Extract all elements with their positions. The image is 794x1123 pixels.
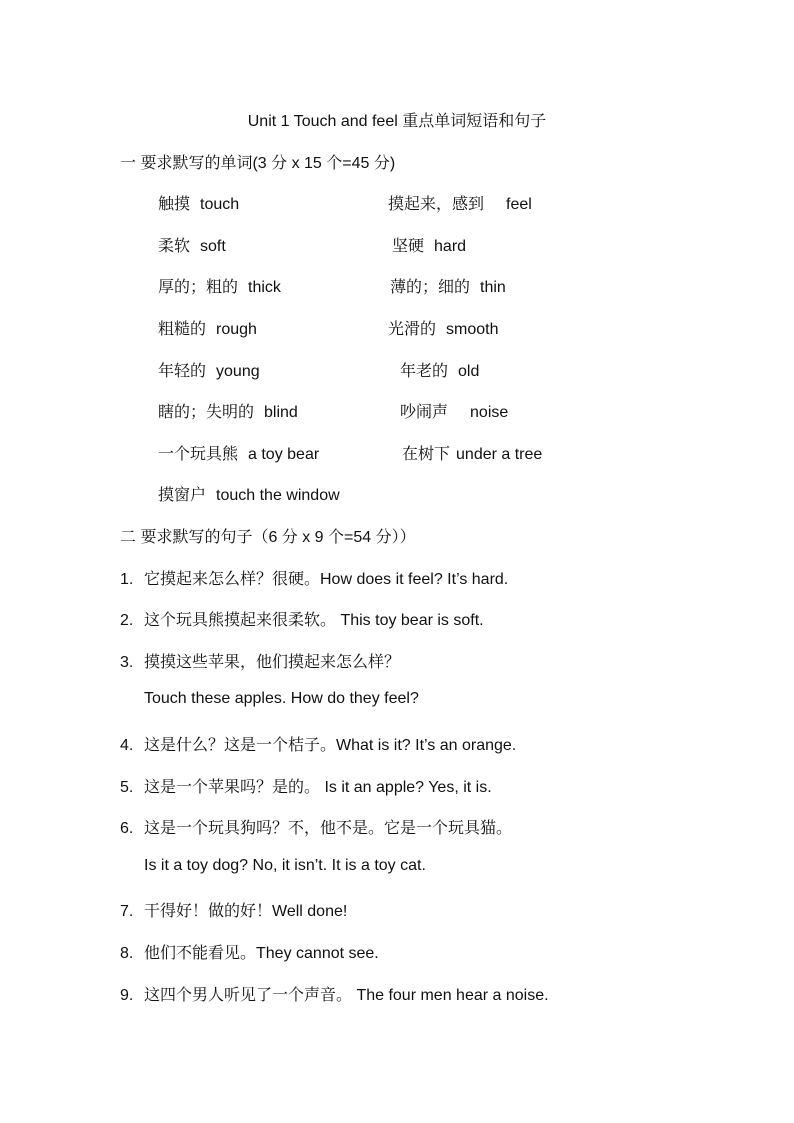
sentence-continuation: Is it a toy dog? No, it isn’t. It is a toy cat.: [144, 857, 426, 874]
sentence-number: 5.: [120, 779, 134, 796]
sentence-number: 6.: [120, 820, 134, 837]
vocab-en: hard: [434, 238, 467, 255]
vocab-left: [158, 482, 340, 505]
vocab-left: [158, 233, 226, 256]
vocab-en: touch: [200, 196, 240, 213]
vocab-cn: 摸起来，感到: [388, 196, 485, 213]
page-title: Unit 1 Touch and feel 重点单词短语和句子: [247, 113, 547, 130]
sentence-text: 这个玩具熊摸起来很柔软。 This toy bear is soft.: [144, 612, 484, 629]
vocab-en: soft: [200, 238, 226, 255]
vocab-cn: 粗糙的: [158, 321, 207, 338]
vocab-row: [0, 316, 794, 338]
vocab-row: [0, 482, 794, 504]
vocab-cn: 柔软: [158, 238, 191, 255]
vocab-cn: 在树下: [402, 446, 451, 463]
vocab-row: [0, 358, 794, 380]
sentence-text: 这是什么？这是一个桔子。What is it? It’s an orange.: [144, 737, 517, 754]
vocab-en: under a tree: [456, 446, 543, 463]
vocab-cn: 厚的；粗的: [158, 279, 239, 296]
vocab-en: old: [458, 363, 480, 380]
section-1-heading: 一 要求默写的单词(3 分 x 15 个=45 分): [120, 155, 396, 172]
vocab-en: touch the window: [216, 487, 340, 504]
vocab-right: [388, 316, 498, 339]
vocab-cn: 一个玩具熊: [158, 446, 239, 463]
vocab-right: [390, 274, 506, 297]
vocab-left: [158, 399, 298, 422]
vocab-row: [0, 233, 794, 255]
vocab-cn: 年老的: [400, 363, 449, 380]
vocab-row: [0, 191, 794, 213]
vocab-cn: 坚硬: [392, 238, 425, 255]
vocab-cn: 薄的；细的: [390, 279, 471, 296]
vocab-row: [0, 274, 794, 296]
sentence-item: [120, 607, 484, 630]
sentence-item: [120, 815, 512, 838]
sentence-number: 2.: [120, 612, 134, 629]
vocab-en: thick: [248, 279, 281, 296]
vocab-right: [400, 358, 479, 381]
sentence-continuation: Touch these apples. How do they feel?: [144, 690, 419, 707]
vocab-left: [158, 358, 260, 381]
sentence-text: 这是一个苹果吗？是的。 Is it an apple? Yes, it is.: [144, 779, 492, 796]
sentence-text: 这是一个玩具狗吗？不，他不是。它是一个玩具猫。: [144, 820, 513, 837]
vocab-cn: 瞎的；失明的: [158, 404, 255, 421]
vocab-en: feel: [506, 196, 532, 213]
vocab-en: young: [216, 363, 260, 380]
vocab-en: blind: [264, 404, 298, 421]
sentence-text: 他们不能看见。They cannot see.: [144, 945, 379, 962]
vocab-cn: 摸窗户: [158, 487, 207, 504]
sentence-item: [120, 940, 379, 963]
vocab-cn: 年轻的: [158, 363, 207, 380]
sentence-text: 摸摸这些苹果，他们摸起来怎么样？: [144, 654, 401, 671]
vocab-cn: 吵闹声: [400, 404, 449, 421]
sentence-item: [120, 774, 492, 797]
sentence-number: 9.: [120, 987, 134, 1004]
sentence-number: 4.: [120, 737, 134, 754]
vocab-right: [400, 399, 508, 422]
vocab-cn: 触摸: [158, 196, 191, 213]
sentence-text: 它摸起来怎么样？很硬。How does it feel? It’s hard.: [144, 571, 509, 588]
vocab-left: [158, 316, 257, 339]
sentence-item: [120, 732, 516, 755]
sentence-item: [120, 566, 508, 589]
sentence-number: 8.: [120, 945, 134, 962]
vocab-right: [392, 233, 466, 256]
vocab-en: smooth: [446, 321, 499, 338]
vocab-cn: 光滑的: [388, 321, 437, 338]
vocab-row: [0, 399, 794, 421]
sentence-text: 干得好！做的好！Well done!: [144, 903, 348, 920]
sentence-item: [120, 898, 347, 921]
section-2-heading: 二 要求默写的句子（6 分 x 9 个=54 分））: [120, 529, 416, 546]
sentence-number: 3.: [120, 654, 134, 671]
vocab-left: [158, 274, 281, 297]
vocab-right: [388, 191, 532, 214]
vocab-en: noise: [470, 404, 509, 421]
vocab-en: a toy bear: [248, 446, 320, 463]
vocab-en: thin: [480, 279, 506, 296]
sentence-text: 这四个男人听见了一个声音。 The four men hear a noise.: [144, 987, 549, 1004]
sentence-number: 1.: [120, 571, 134, 588]
vocab-right: [402, 441, 542, 464]
vocab-en: rough: [216, 321, 257, 338]
sentence-number: 7.: [120, 903, 134, 920]
sentence-item: [120, 982, 549, 1005]
vocab-left: [158, 441, 319, 464]
sentence-item: [120, 649, 400, 672]
vocab-row: [0, 441, 794, 463]
vocab-left: [158, 191, 239, 214]
